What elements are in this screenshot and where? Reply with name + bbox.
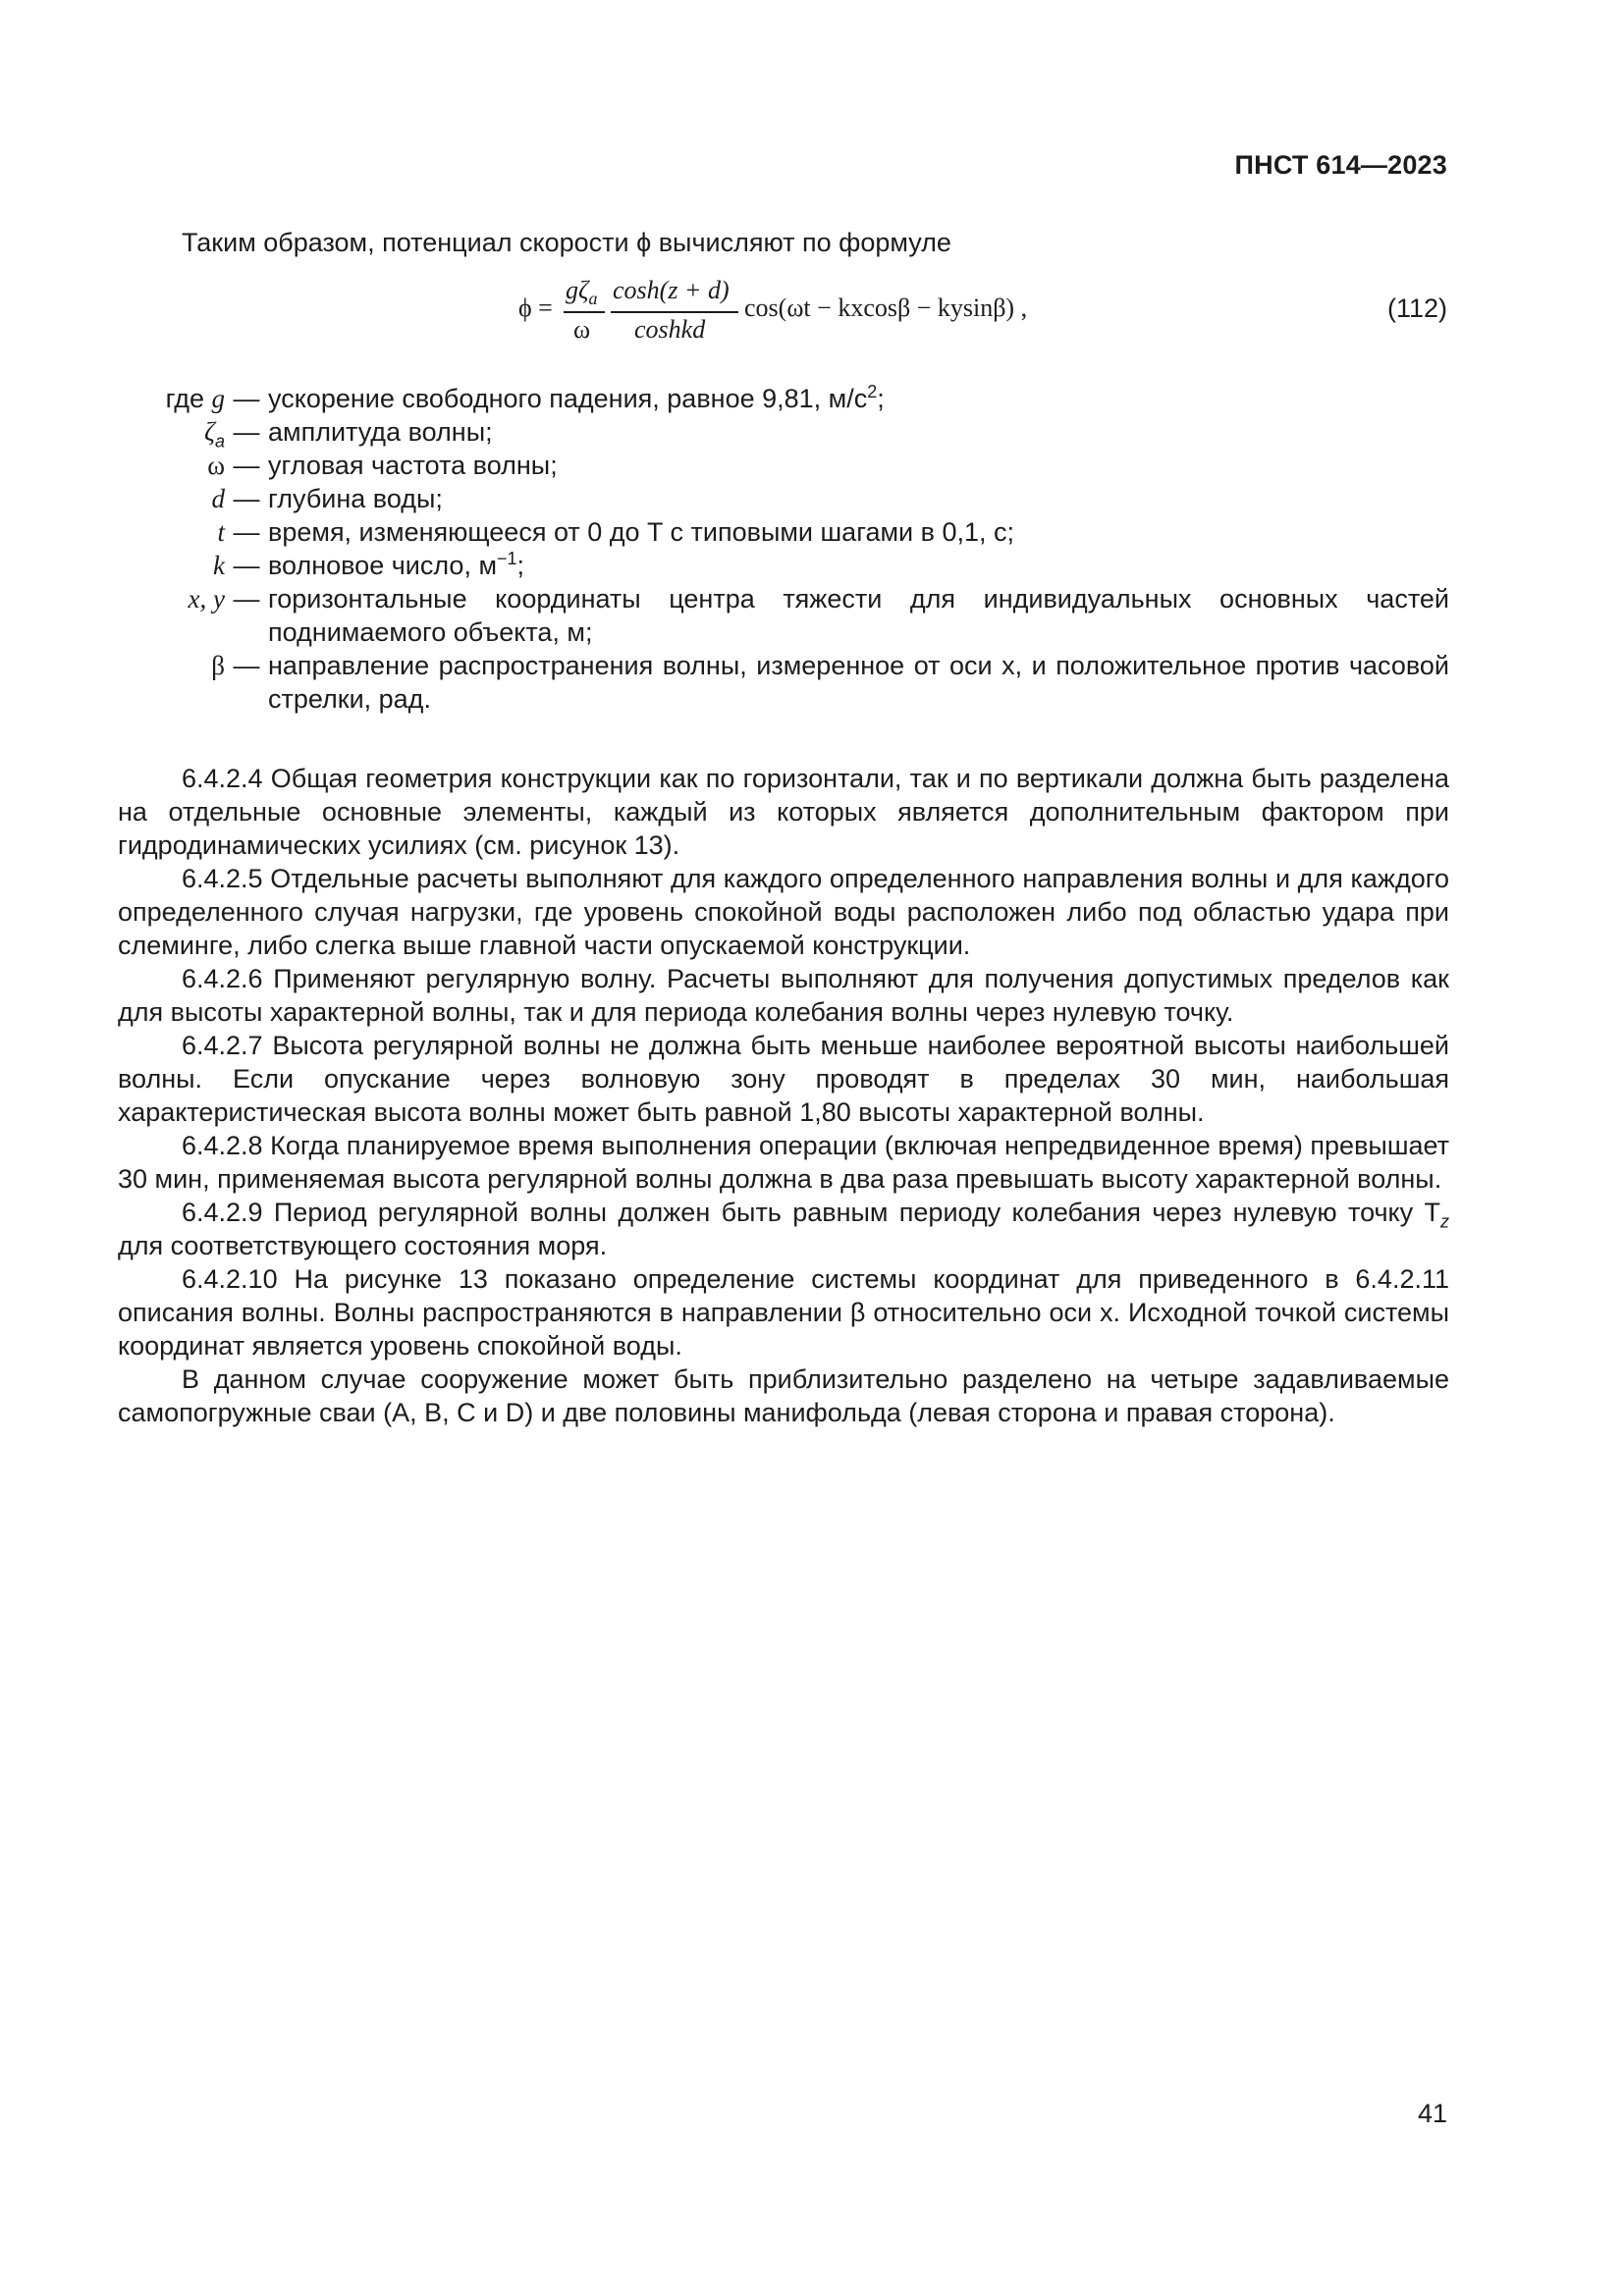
paragraph-6-4-2-10: 6.4.2.10 На рисунке 13 показано определение системы координат для приведенного в 6.4.2.11 описания волны. Волны распространяются в направлении β относительно оси x. Исходной точкой системы координат является уровень спокойной воды. — [118, 1264, 1449, 1361]
paragraph-6-4-2-4: 6.4.2.4 Общая геометрия конструкции как по горизонтали, так и по вертикали должна быть разделена на отдельные основные элементы, каждый из которых является дополнительным фактором при гидродинамических усилиях (см. рисунок 13). — [118, 764, 1449, 860]
definition-d: d — глубина воды; — [211, 484, 443, 513]
paragraph-6-4-2-5: 6.4.2.5 Отдельные расчеты выполняют для каждого определенного направления волны и для каждого определенного случая нагрузки, где уровень спокойной воды расположен либо под областью удара при слеминге, либо слегка выше главной части опускаемой конструкции. — [118, 864, 1449, 960]
fraction-2-numerator: cosh(z + d) — [613, 276, 730, 304]
symbol-k: k — [213, 551, 225, 580]
fraction-2-denominator: coshkd — [634, 315, 706, 344]
formula-lhs: ϕ = — [518, 294, 553, 322]
paragraph-6-4-2-6: 6.4.2.6 Применяют регулярную волну. Расчеты выполняют для получения допустимых пределов как для высоты характерной волны, так и для периода колебания волны через нулевую точку. — [118, 964, 1449, 1027]
paragraph-6-4-2-9: 6.4.2.9 Период регулярной волны должен быть равным периоду колебания через нулевую точку $T_z$ для соответствующего состояния моря. — [118, 1198, 1449, 1260]
symbol-d: d — [211, 484, 225, 513]
paragraph-6-4-2-7: 6.4.2.7 Высота регулярной волны не должна быть меньше наиболее вероятной высоты наибольшей волны. Если опускание через волновую зону проводят в пределах 30 мин, наибольшая характеристическая высота волны может быть равной 1,80 высоты характерной волны. — [118, 1031, 1449, 1127]
document-code: ПНСТ 614—2023 — [1234, 150, 1447, 180]
page-number: 41 — [1417, 2099, 1447, 2128]
symbol-beta: β — [211, 651, 225, 680]
equation-number: (112) — [1386, 294, 1447, 323]
symbol-xy: x, y — [188, 584, 225, 614]
paragraph-structure-division: В данном случае сооружение может быть приблизительно разделено на четыре задавливаемые самопогружные сваи (A, B, C и D) и две половины манифольда (левая сторона и правая сторона). — [118, 1364, 1449, 1427]
intro-text: Таким образом, потенциал скорости ϕ вычисляют по формуле — [182, 228, 951, 257]
symbol-omega: ω — [207, 451, 225, 480]
fraction-1-numerator: $g\zeta_a$ — [566, 276, 598, 309]
fraction-1-denominator: ω — [573, 315, 591, 344]
symbol-g: g — [211, 384, 225, 413]
definition-beta: β — направление распространения волны, измеренное от оси x, и положительное против часовой стрелки, рад. — [211, 651, 1449, 714]
body-paragraphs — [118, 762, 1449, 1429]
formula-tail: cos(ωt − kxcosβ − kysinβ) , — [744, 294, 1028, 322]
definition-k: k — волновое число, $м^{-1}$; — [213, 549, 525, 580]
definition-t: t — время, изменяющееся от 0 до T с типовыми шагами в 0,1, с; — [217, 517, 1014, 547]
symbol-zeta: ζ — [204, 417, 215, 447]
definition-omega: ω — угловая частота волны; — [207, 451, 558, 480]
symbol-definitions — [118, 382, 1449, 716]
definition-g: где g — ускорение свободного падения, равное 9,81, $м/с^2$; — [165, 382, 885, 413]
paragraph-6-4-2-8: 6.4.2.8 Когда планируемое время выполнения операции (включая непредвиденное время) превышает 30 мин, применяемая высота регулярной волны должна в два раза превышать высоту характерной волны. — [118, 1131, 1449, 1194]
symbol-t: t — [217, 517, 225, 547]
definition-xy: x, y — горизонтальные координаты центра тяжести для индивидуальных основных частей поднимаемого объекта, м; — [188, 584, 1449, 647]
definition-zeta: $\zeta_a$ — амплитуда волны; — [204, 417, 493, 452]
